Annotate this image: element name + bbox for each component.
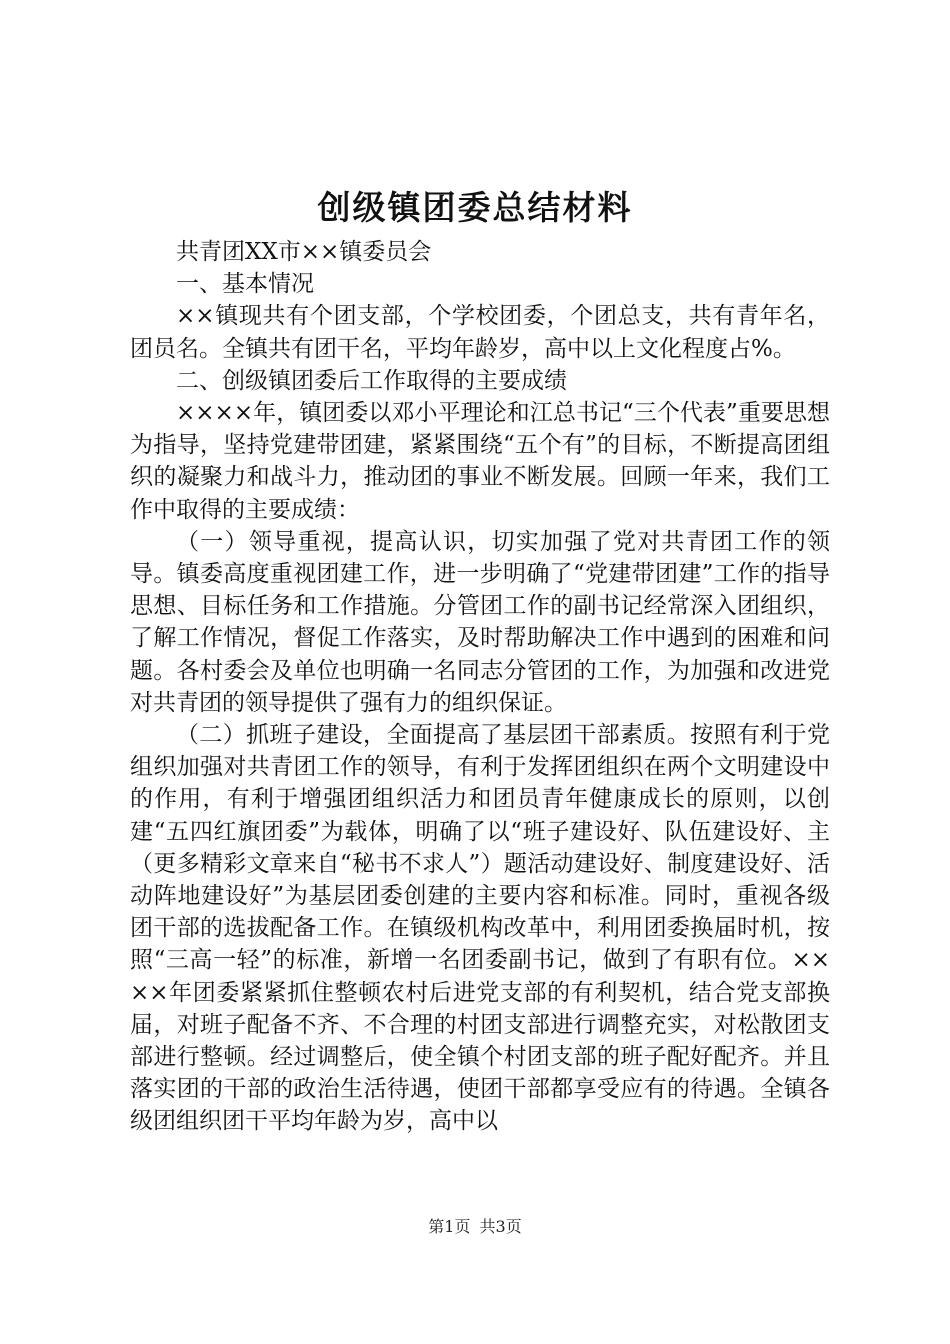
paragraph-overview: ××××年，镇团委以邓小平理论和江总书记“三个代表”重要思想为指导，坚持党建带团建，紧紧围绕“五个有”的目标，不断提高团组织的凝聚力和战斗力，推动团的事业不断发展。回顾一年来，我们工作中取得的主要成绩： — [130, 400, 830, 523]
document-title: 创级镇团委总结材料 — [317, 188, 633, 227]
page-footer — [0, 1216, 950, 1238]
paragraph-leadership: （一）领导重视，提高认识，切实加强了党对共青团工作的领导。镇委高度重视团建工作，进一步明确了“党建带团建”工作的指导思想、目标任务和工作措施。分管团工作的副书记经常深入团组织，了解工作情况，督促工作落实，及时帮助解决工作中遇到的困难和问题。各村委会及单位也明确一名同志分管团的工作，为加强和改进党对共青团的领导提供了强有力的组织保证。 — [130, 528, 830, 716]
issuer-line: 共青团XX市××镇委员会 — [176, 239, 432, 265]
paragraph-team-building: （二）抓班子建设，全面提高了基层团干部素质。按照有利于党组织加强对共青团工作的领导，有利于发挥团组织在两个文明建设中的作用，有利于增强团组织活力和团员青年健康成长的原则，以创建“五四红旗团委”为载体，明确了以“班子建设好、队伍建设好、主（更多精彩文章来自“秘书不求人”）题活动建设好、制度建设好、活动阵地建设好”为基层团委创建的主要内容和标准。同时，重视各级团干部的选拔配备工作。在镇级机构改革中，利用团委换届时机，按照“三高一轻”的标准，新增一名团委副书记，做到了有职有位。××××年团委紧紧抓住整顿农村后进党支部的有利契机，结合党支部换届，对班子配备不齐、不合理的村团支部进行调整充实，对松散团支部进行整顿。经过调整后，使全镇个村团支部的班子配好配齐。并且落实团的干部的政治生活待遇，使团干部都享受应有的待遇。全镇各级团组织团干平均年龄为岁，高中以 — [130, 722, 830, 1135]
section-heading-basic: 一、基本情况 — [176, 271, 314, 298]
paragraph-basic-info: ××镇现共有个团支部，个学校团委，个团总支，共有青年名，团员名。全镇共有团干名，平均年龄岁，高中以上文化程度占%。 — [130, 303, 830, 362]
section-heading-achievements: 二、创级镇团委后工作取得的主要成绩 — [176, 367, 567, 394]
page-number: 第1页 — [428, 1217, 471, 1236]
document-body — [130, 236, 830, 1138]
page-total: 共3页 — [479, 1217, 522, 1236]
